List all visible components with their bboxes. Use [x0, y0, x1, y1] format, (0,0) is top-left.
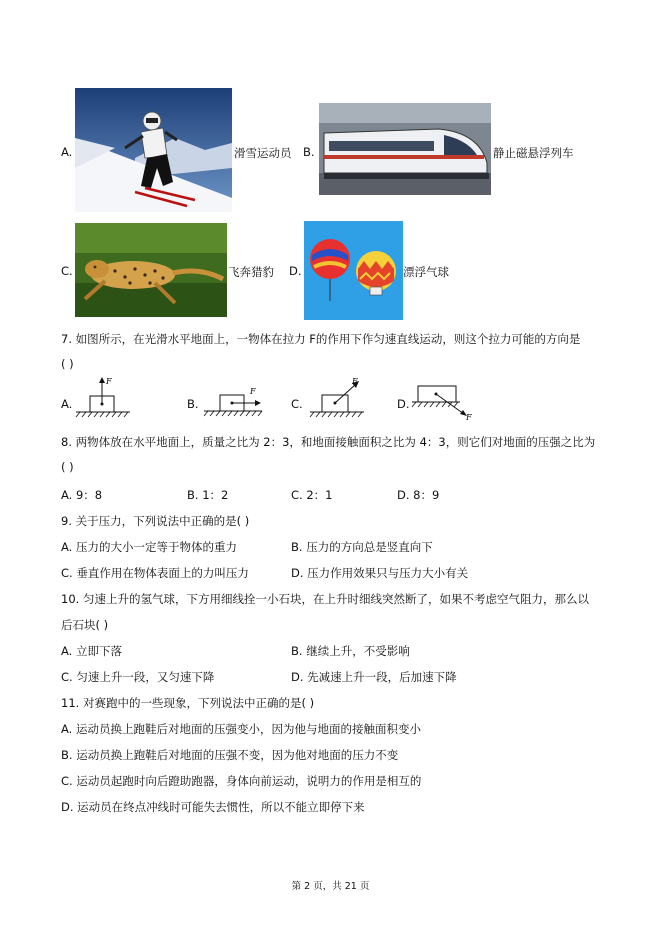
q10-option-d: D. 先减速上升一段，后加速下降 — [291, 670, 457, 684]
force-label-a: F — [106, 377, 112, 386]
q8-stem-bracket: ( ) — [61, 460, 74, 474]
q10-stem: 10. 匀速上升的氢气球，下方用细线拴一小石块，在上升时细线突然断了，如果不考虑空气阻力，那么以 — [61, 592, 589, 606]
q7-option-b: B. — [187, 397, 199, 411]
q7-option-a: A. — [61, 397, 73, 411]
q11-option-a: A. 运动员换上跑鞋后对地面的压强变小，因为他与地面的接触面积变小 — [61, 722, 421, 736]
q9-stem: 9. 关于压力，下列说法中正确的是( ) — [61, 514, 250, 528]
maglev-train-image — [319, 103, 491, 195]
option-d-letter: D. — [289, 264, 302, 278]
balloon-image — [304, 221, 403, 320]
q10-option-b: B. 继续上升，不受影响 — [291, 644, 410, 658]
q7-stem: 7. 如图所示，在光滑水平地面上，一物体在拉力 F的作用下作匀速直线运动，则这个拉力可能的方向是 — [61, 332, 581, 346]
q10-option-c: C. 匀速上升一段，又匀速下降 — [61, 670, 215, 684]
q9-option-a: A. 压力的大小一定等于物体的重力 — [61, 540, 237, 554]
q7-option-c: C. — [291, 397, 303, 411]
q9-option-d: D. 压力作用效果只与压力大小有关 — [291, 566, 469, 580]
q11-option-c: C. 运动员起跑时向后蹬助跑器，身体向前运动，说明力的作用是相互的 — [61, 774, 422, 788]
q7-diagram-d — [410, 382, 476, 422]
q8-option-b: B. 1：2 — [187, 488, 229, 502]
q8-option-c: C. 2：1 — [291, 488, 333, 502]
q7-diagram-c — [306, 374, 368, 420]
option-c-letter: C. — [61, 264, 73, 278]
q8-option-a: A. 9：8 — [61, 488, 103, 502]
q9-option-c: C. 垂直作用在物体表面上的力叫压力 — [61, 566, 249, 580]
q8-option-d: D. 8：9 — [397, 488, 440, 502]
q7-diagram-a — [72, 374, 134, 420]
skier-image — [75, 88, 232, 212]
q7-option-d: D. — [397, 397, 410, 411]
q10-stem-cont: 后石块( ) — [61, 618, 109, 632]
cheetah-image — [75, 223, 227, 317]
q7-stem-bracket: ( ) — [61, 357, 74, 371]
q11-option-d: D. 运动员在终点冲线时可能失去惯性，所以不能立即停下来 — [61, 800, 365, 814]
option-d-text: 漂浮气球 — [403, 265, 449, 279]
page-footer: 第 2 页，共 21 页 — [291, 881, 370, 892]
q9-option-b: B. 压力的方向总是竖直向下 — [291, 540, 433, 554]
option-c-text: 飞奔猎豹 — [228, 265, 274, 279]
q10-option-a: A. 立即下落 — [61, 644, 122, 658]
option-a-letter: A. — [61, 145, 73, 159]
option-b-text: 静止磁悬浮列车 — [493, 146, 574, 160]
q11-option-b: B. 运动员换上跑鞋后对地面的压强不变，因为他对地面的压力不变 — [61, 748, 399, 762]
option-a-text: 滑雪运动员 — [234, 146, 292, 160]
q7-diagram-b — [200, 378, 266, 420]
q8-stem: 8. 两物体放在水平地面上，质量之比为 2：3，和地面接触面积之比为 4：3，则它们对地面的压强之比为 — [61, 435, 596, 449]
option-b-letter: B. — [303, 145, 315, 159]
force-label-c: F — [352, 377, 358, 386]
force-label-b: F — [250, 387, 256, 396]
q11-stem: 11. 对赛跑中的一些现象，下列说法中正确的是( ) — [61, 696, 315, 710]
force-label-d: F — [466, 413, 472, 422]
